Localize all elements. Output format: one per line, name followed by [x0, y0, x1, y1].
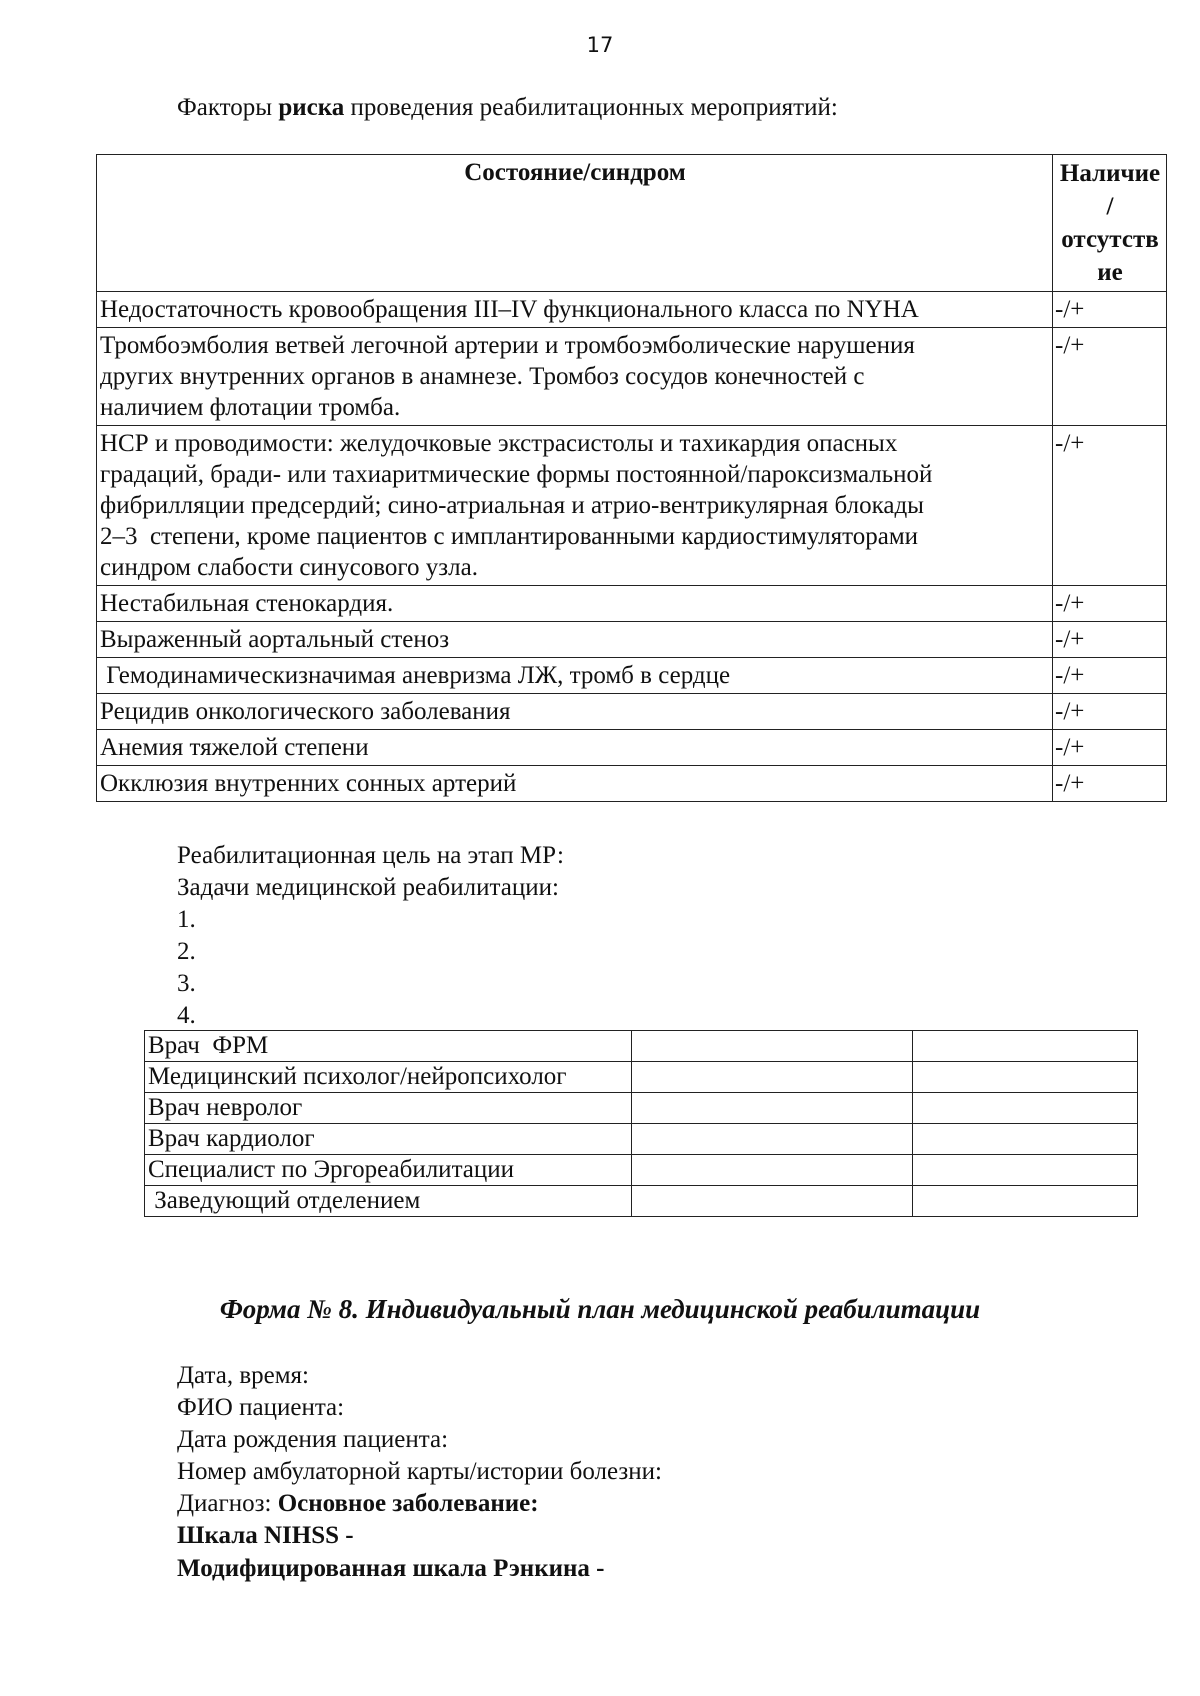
task-item: 3. [177, 970, 196, 997]
risk-condition-line: 2–3 степени, кроме пациентов с имплантированными кардиостимуляторами [100, 523, 919, 550]
risk-intro [177, 92, 838, 123]
risk-condition [97, 730, 1053, 766]
diagnosis-bold: Основное заболевание: [277, 1490, 539, 1517]
risk-row [97, 694, 1167, 730]
specialist-role: Заведующий отделением [145, 1186, 632, 1217]
specialist-row [145, 1093, 1138, 1124]
header-presence-line-3: отсутств [1061, 226, 1159, 253]
specialist-cell-3 [913, 1093, 1138, 1124]
risk-condition-line: Рецидив онкологического заболевания [100, 698, 511, 725]
specialist-cell-3 [913, 1186, 1138, 1217]
risk-row [97, 622, 1167, 658]
risk-condition [97, 426, 1053, 586]
specialist-cell-3 [913, 1124, 1138, 1155]
risk-condition-line: градаций, бради- или тахиаритмические формы постоянной/пароксизмальной [100, 461, 933, 488]
specialist-cell-2 [632, 1186, 913, 1217]
risk-row [97, 586, 1167, 622]
risk-condition-line: Тромбоэмболия ветвей легочной артерии и тромбоэмболические нарушения [100, 332, 915, 359]
risk-condition-line: Нестабильная стенокардия. [100, 590, 394, 617]
risk-presence-value: -/+ [1053, 328, 1167, 426]
task-item: 2. [177, 938, 196, 965]
header-presence [1053, 155, 1167, 292]
header-presence-line-4: ие [1097, 259, 1123, 286]
specialists-table-body [145, 1031, 1138, 1217]
task-item: 1. [177, 906, 196, 933]
risk-condition [97, 658, 1053, 694]
risk-condition-line: синдром слабости синусового узла. [100, 554, 478, 581]
diagnosis-prefix: Диагноз: [177, 1490, 278, 1517]
header-presence-line-2: / [1106, 193, 1114, 220]
risk-row [97, 426, 1167, 586]
risk-row [97, 328, 1167, 426]
risk-row [97, 292, 1167, 328]
risk-presence-value: -/+ [1053, 622, 1167, 658]
risk-row [97, 730, 1167, 766]
risk-presence-value: -/+ [1053, 730, 1167, 766]
specialist-cell-2 [632, 1031, 913, 1062]
form-title: Форма № 8. Индивидуальный план медицинской реабилитации [219, 1294, 981, 1324]
risk-presence-value: -/+ [1053, 694, 1167, 730]
risk-condition-line: других внутренних органов в анамнезе. Тромбоз сосудов конечностей с [100, 363, 865, 390]
header-condition: Состояние/синдром [97, 155, 1053, 292]
specialist-row [145, 1124, 1138, 1155]
specialist-row [145, 1062, 1138, 1093]
rehab-tasks-label: Задачи медицинской реабилитации: [177, 874, 559, 901]
rehab-goal-label: Реабилитационная цель на этап МР: [177, 842, 564, 869]
risk-condition-line: наличием флотации тромба. [100, 394, 401, 421]
risk-table-header-row [97, 155, 1167, 292]
header-presence-line-1: Наличие [1059, 160, 1161, 187]
risk-condition [97, 292, 1053, 328]
risk-condition [97, 694, 1053, 730]
page-number: 17 [586, 33, 614, 57]
risk-condition-line: Анемия тяжелой степени [100, 734, 369, 761]
specialist-row [145, 1155, 1138, 1186]
risk-condition-line: Окклюзия внутренних сонных артерий [100, 770, 517, 797]
birth-date-label: Дата рождения пациента: [177, 1426, 449, 1453]
card-number-label: Номер амбулаторной карты/истории болезни: [177, 1458, 662, 1485]
risk-intro-suffix: проведения реабилитационных мероприятий: [344, 94, 838, 121]
rankin-scale: Модифицированная шкала Рэнкина - [177, 1555, 605, 1582]
specialist-role: Медицинский психолог/нейропсихолог [145, 1062, 632, 1093]
risk-condition-line: Выраженный аортальный стеноз [100, 626, 450, 653]
risk-presence-value: -/+ [1053, 292, 1167, 328]
specialist-role: Врач невролог [145, 1093, 632, 1124]
risk-presence-value: -/+ [1053, 586, 1167, 622]
date-time-label: Дата, время: [177, 1362, 309, 1389]
risk-condition-line: Гемодинамическизначимая аневризма ЛЖ, тромб в сердце [100, 662, 731, 689]
risk-presence-value: -/+ [1053, 426, 1167, 586]
risk-condition-line: НСР и проводимости: желудочковые экстрасистолы и тахикардия опасных [100, 430, 898, 457]
specialist-role: Специалист по Эргореабилитации [145, 1155, 632, 1186]
risk-condition [97, 622, 1053, 658]
specialist-cell-3 [913, 1062, 1138, 1093]
specialist-cell-2 [632, 1155, 913, 1186]
risk-row [97, 766, 1167, 802]
task-item: 4. [177, 1002, 196, 1029]
specialist-role: Врач кардиолог [145, 1124, 632, 1155]
risk-intro-bold: риска [278, 94, 345, 121]
specialist-row [145, 1186, 1138, 1217]
specialist-cell-2 [632, 1062, 913, 1093]
risk-condition-line: фибрилляции предсердий; сино-атриальная и атрио-вентрикулярная блокады [100, 492, 924, 519]
risk-condition-line: Недостаточность кровообращения III–IV функционального класса по NYHA [100, 296, 919, 323]
specialist-role: Врач ФРМ [145, 1031, 632, 1062]
risk-presence-value: -/+ [1053, 766, 1167, 802]
risk-table-body [97, 292, 1167, 802]
patient-name-label: ФИО пациента: [177, 1394, 345, 1421]
nihss-scale: Шкала NIHSS - [177, 1522, 354, 1549]
diagnosis-line [177, 1488, 539, 1519]
risk-presence-value: -/+ [1053, 658, 1167, 694]
risk-intro-prefix: Факторы [177, 94, 279, 121]
risk-condition [97, 766, 1053, 802]
risk-condition [97, 586, 1053, 622]
specialists-table [144, 1030, 1138, 1217]
specialist-cell-3 [913, 1031, 1138, 1062]
specialist-cell-2 [632, 1093, 913, 1124]
specialist-cell-2 [632, 1124, 913, 1155]
risk-condition [97, 328, 1053, 426]
specialist-cell-3 [913, 1155, 1138, 1186]
risk-factors-table [96, 154, 1167, 802]
risk-row [97, 658, 1167, 694]
specialist-row [145, 1031, 1138, 1062]
